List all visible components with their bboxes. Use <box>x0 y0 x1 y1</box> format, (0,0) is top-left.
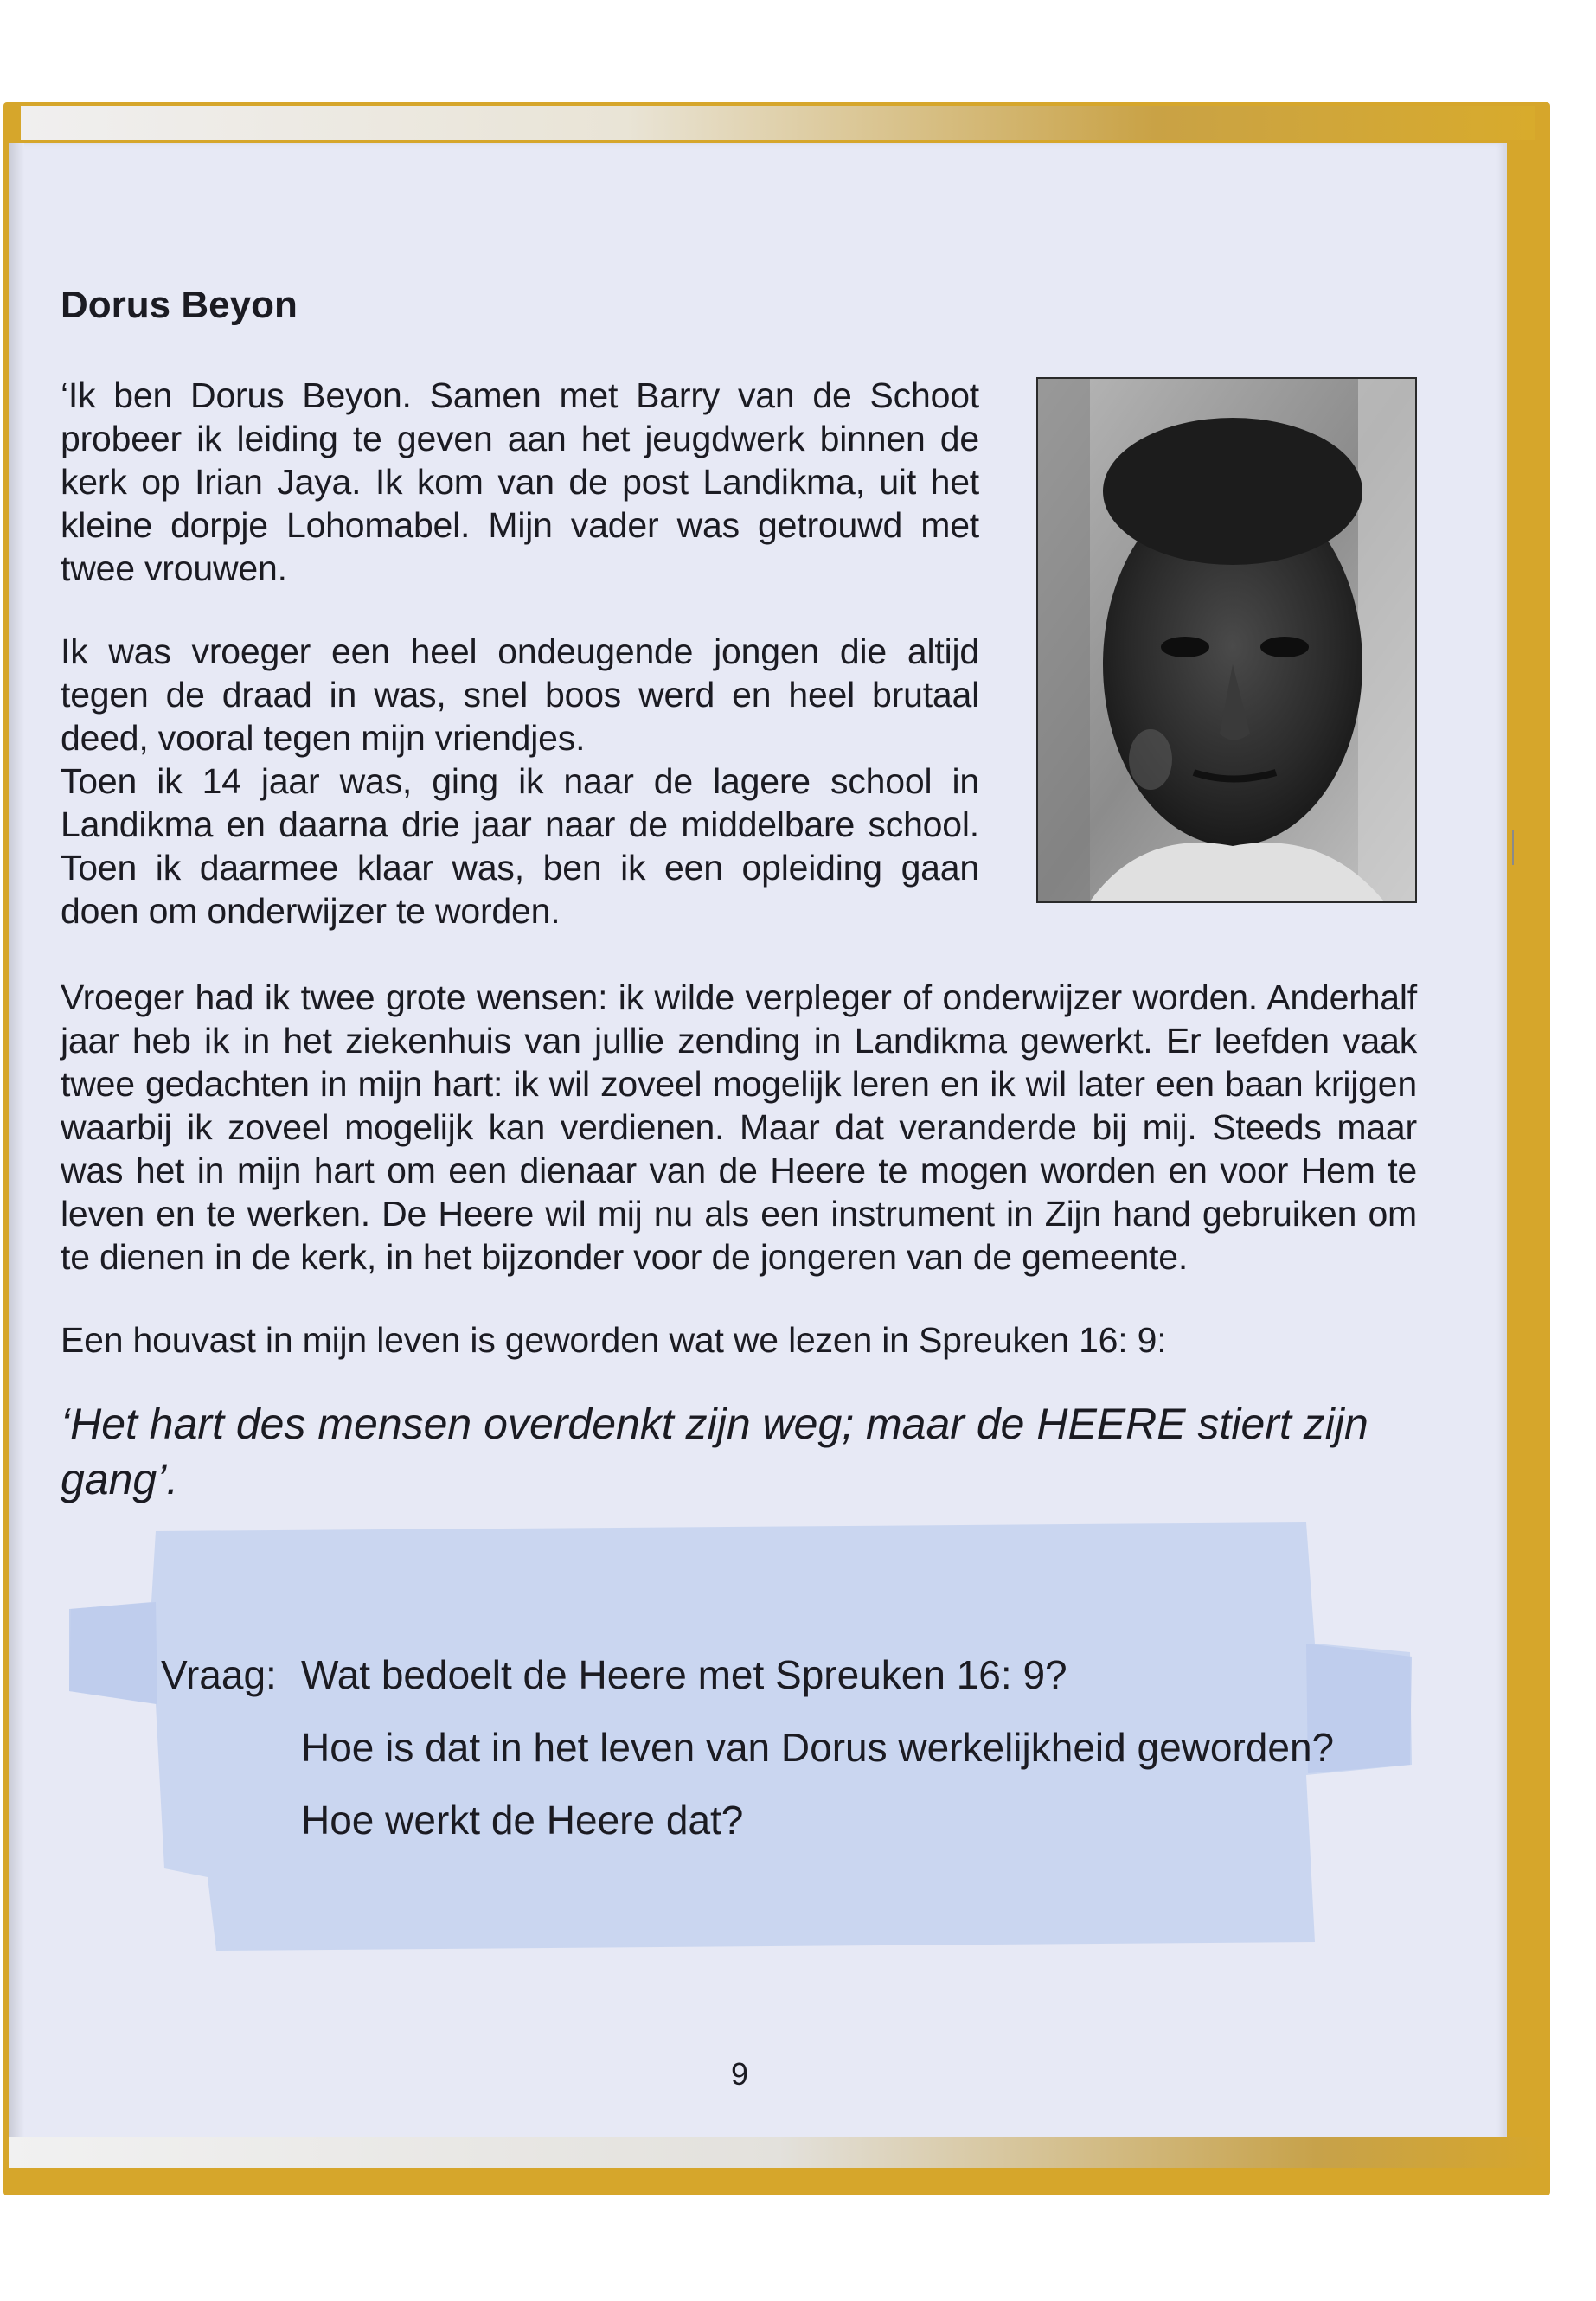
scripture-quote: ‘Het hart des mensen overdenkt zijn weg; maar de HEERE stiert zijn gang’. <box>61 1400 1368 1503</box>
question-2: Hoe is dat in het leven van Dorus werkelijkheid geworden? <box>301 1725 1335 1770</box>
paragraph-scripture-intro: Een houvast in mijn leven is geworden wat we lezen in Spreuken 16: 9: <box>61 1320 1167 1360</box>
paragraph-wishes: Vroeger had ik twee grote wensen: ik wilde verpleger of onderwijzer worden. Anderhalf jaar heb ik in het ziekenhuis van jullie zending in Landikma gewerkt. Er leefden vaak twee gedachten in mijn hart: ik wil zoveel mogelijk leren en ik wil later een baan krijgen waarbij ik zoveel mogelijk kan verdienen. Maar dat veranderde bij mij. Steeds maar was het in mijn hart om een dienaar van de Heere te mogen worden en voor Hem te leven en te werken. De Heere wil mij nu als een instrument in Zijn hand gebruiken om te dienen in de kerk, in het bijzonder voor de jongeren van de gemeente. <box>61 977 1417 1277</box>
article-heading: Dorus Beyon <box>61 284 298 326</box>
paragraph-education: Toen ik 14 jaar was, ging ik naar de lagere school in Landikma en daarna drie jaar naar de middelbare school. Toen ik daarmee klaar was, ben ik een opleiding gaan doen om onderwijzer te worden. <box>61 761 979 931</box>
question-1: Wat bedoelt de Heere met Spreuken 16: 9? <box>301 1652 1067 1697</box>
page-gutter <box>9 143 24 2150</box>
question-3: Hoe werkt de Heere dat? <box>301 1798 744 1843</box>
page-number: 9 <box>730 2056 749 2092</box>
book-top-edge <box>21 106 1535 140</box>
question-label: Vraag: <box>161 1652 277 1697</box>
book-bottom-edge <box>9 2137 1548 2168</box>
paragraph-childhood: Ik was vroeger een heel ondeugende jongen die altijd tegen de draad in was, snel boos werd en heel brutaal deed, vooral tegen mijn vriendjes. <box>61 631 979 758</box>
page-edge-mark <box>1512 830 1514 865</box>
paragraph-intro: ‘Ik ben Dorus Beyon. Samen met Barry van de Schoot probeer ik leiding te geven aan het jeugdwerk binnen de kerk op Irian Jaya. Ik kom van de post Landikma, uit het kleine dorpje Lohomabel. Mijn vader was getrouwd met twee vrouwen. <box>61 375 979 588</box>
portrait-photo <box>1036 377 1417 903</box>
